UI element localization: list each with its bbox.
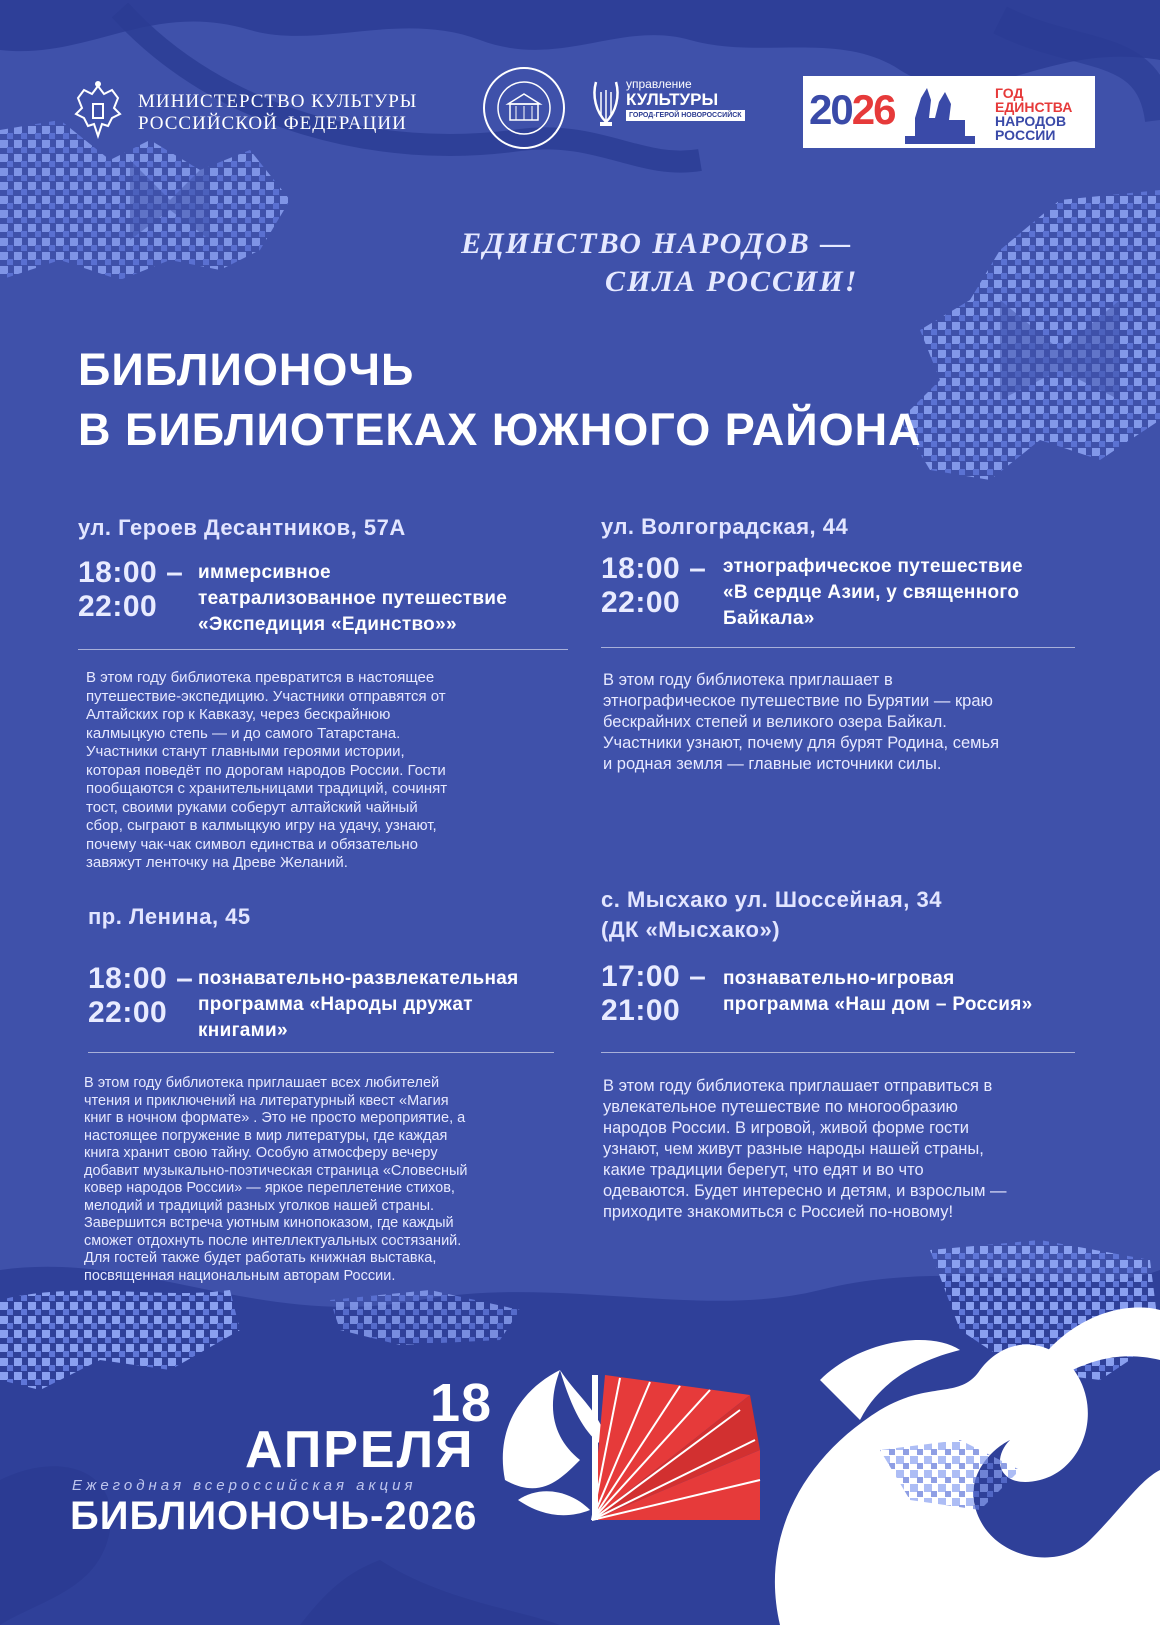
ministry-logo — [70, 80, 417, 146]
event-date-day: 18 — [430, 1373, 493, 1433]
library-system-seal-icon — [482, 66, 566, 150]
event-1-title: иммерсивное театрализованное путешествие «Экспедиция «Единство»» — [198, 562, 508, 635]
event-2-title: этнографическое путешествие «В сердце Азии, у священного Байкала» — [723, 556, 1023, 629]
slogan — [455, 225, 858, 301]
year-logo-line4: РОССИИ — [995, 127, 1056, 143]
culture-dept-label-big: КУЛЬТУРЫ — [626, 90, 719, 109]
event-4-description: В этом году библиотека приглашает отправиться в увлекательное путешествие по многообразию народов России. В игровой, живой форме гости узнают, чем живут разные народы нашей страны, какие традиции берегут, что едят и во что одеваются. Будет интересно и детям, и взрослым — приходите знакомиться с Россией по-новому! — [603, 1077, 1007, 1221]
event-1-address: ул. Героев Десантников, 57А — [78, 515, 406, 540]
year-logo-line3: НАРОДОВ — [995, 113, 1067, 129]
ministry-name-line1: МИНИСТЕРСТВО КУЛЬТУРЫ — [138, 91, 418, 112]
campaign-title: БИБЛИОНОЧЬ-2026 — [70, 1494, 478, 1538]
event-2-address: ул. Волгоградская, 44 — [601, 514, 849, 539]
annual-campaign-label: Ежегодная всероссийская акция — [72, 1477, 417, 1494]
event-3-address: пр. Ленина, 45 — [88, 904, 251, 929]
event-2-time: 18:00 – 22:00 — [601, 552, 707, 619]
double-headed-eagle-icon — [70, 80, 126, 146]
event-3-time: 18:00 – 22:00 — [88, 962, 194, 1029]
event-3-title: познавательно-развлекательная программа «Народы дружат книгами» — [198, 968, 519, 1041]
event-1-time: 18:00 – 22:00 — [78, 556, 184, 623]
event-3-divider — [88, 1052, 554, 1053]
page-title — [78, 340, 922, 460]
title-line1: БИБЛИОНОЧЬ — [78, 344, 415, 395]
culture-dept-label-small: управление — [626, 77, 692, 91]
event-1-divider — [78, 649, 568, 650]
ministry-name-line2: РОССИЙСКОЙ ФЕДЕРАЦИИ — [138, 113, 407, 134]
event-1-description: В этом году библиотека превратится в настоящее путешествие-экспедицию. Участники отправятся от Алтайских гор к Кавказу, через бескрайнюю калмыцкую степь — и до самого Татарстана. Участники станут главными героями истории, которая поведёт по дорогам народов России. Гости пообщаются с хранительницами традиций, сочинят тост, своими руками соберут алтайский чайный сбор, сыграют в калмыцкую игру на удачу, узнают, почему чак-чак символ единства и обязательно завяжут ленточку на Древе Желаний. — [86, 669, 448, 871]
slogan-line2: СИЛА РОССИИ! — [605, 265, 859, 298]
event-4-title: познавательно-игровая программа «Наш дом – Россия» — [723, 968, 1033, 1015]
event-2-divider — [601, 647, 1075, 648]
event-4-divider — [601, 1052, 1075, 1053]
event-date-month: АПРЕЛЯ — [245, 1421, 475, 1479]
event-4-address: с. Мысхако ул. Шоссейная, 34 (ДК «Мысхако») — [601, 887, 942, 942]
title-line2: В БИБЛИОТЕКАХ ЮЖНОГО РАЙОНА — [78, 404, 922, 455]
biblionight-fan-icon — [503, 1370, 760, 1520]
event-3-description: В этом году библиотека приглашает всех любителей чтения и приключений на литературный квест «Магия книг в ночном формате» . Это не просто мероприятие, а настоящее погружение в мир литературы, где каждая книга хранит свою тайну. Особую атмосферу вечеру добавит музыкально-поэтическая страница «Словесный ковер народов России» — яркое переплетение стихов, мелодий и традиций разных уголков нашей страны. Завершится встреча уютным кинопоказом, где каждый сможет отдохнуть после интеллектуальных состязаний. Для гостей также будет работать книжная выставка, посвященная национальным авторам России. — [84, 1075, 468, 1284]
year-logo-year: 2026 — [809, 86, 895, 133]
slogan-line1: ЕДИНСТВО НАРОДОВ — — [461, 227, 853, 260]
event-4-time: 17:00 – 21:00 — [601, 960, 707, 1027]
year-logo-line2: ЕДИНСТВА — [995, 99, 1073, 115]
year-of-unity-logo — [803, 76, 1095, 148]
year-logo-line1: ГОД — [995, 85, 1024, 101]
lyre-icon — [590, 78, 622, 130]
event-2-description: В этом году библиотека приглашает в этнографическое путешествие по Бурятии — краю бескрайних степей и великого озера Байкал. Участники узнают, почему для бурят Родина, семья и родная земля — главные источники силы. — [603, 671, 999, 773]
culture-department-logo — [590, 78, 745, 130]
minin-pozharsky-monument-icon — [895, 78, 985, 144]
culture-dept-city: ГОРОД-ГЕРОЙ НОВОРОССИЙСК — [626, 110, 745, 121]
